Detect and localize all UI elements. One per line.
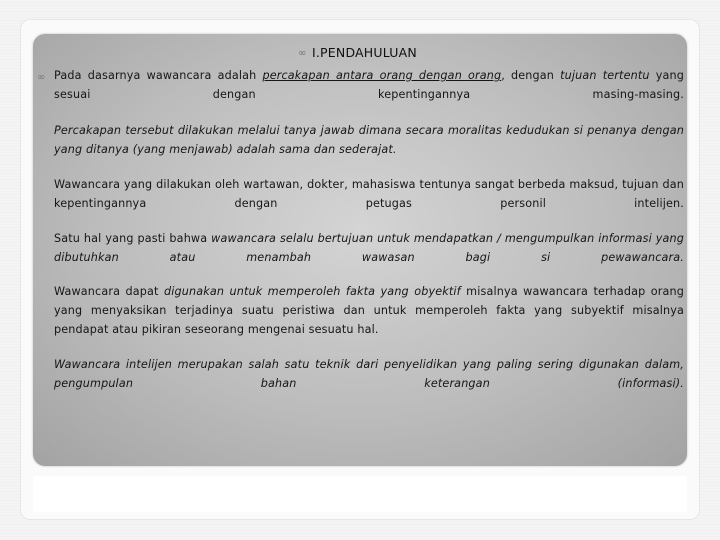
paragraph-5-text-c: misalnya wawancara terhadap orang yang menyaksikan terjadinya suatu peristiwa dan untuk memperoleh fakta yang subyektif misalnya pendapat atau pikiran seseorang mengenai sesuatu hal.	[54, 285, 684, 336]
slide-title: I.PENDAHULUAN	[312, 45, 417, 60]
paragraph-5-text-a: Wawancara dapat	[54, 285, 164, 298]
paragraph-6: Wawancara intelijen merupakan salah satu teknik dari penyelidikan yang paling sering digunakan dalam, pengumpulan bahan keterangan (informasi).	[54, 358, 684, 390]
paragraph-1-italic: tujuan tertentu	[560, 69, 650, 82]
paragraph-1-text-e: yang sesuai dengan kepentingannya masing-masing.	[54, 69, 684, 101]
paragraph-4-italic: wawancara selalu bertujuan untuk mendapatkan / mengumpulkan informasi yang dibutuhkan atau menambah wawasan bagi si pewawancara.	[54, 232, 685, 264]
paragraph-1	[54, 66, 684, 104]
paragraph-1-text-a: Pada dasarnya wawancara adalah	[54, 69, 263, 82]
paragraph-4	[54, 229, 684, 267]
paragraph-5-italic: digunakan untuk memperoleh fakta yang obyektif	[163, 285, 461, 298]
paragraph-2: Percakapan tersebut dilakukan melalui tanya jawab dimana secara moralitas kedudukan si penanya dengan yang ditanya (yang menjawab) adalah sama dan sederajat.	[54, 124, 684, 156]
bottom-strip	[33, 476, 687, 512]
bullet-glyph-icon: ∞	[298, 48, 307, 59]
paragraph-1-text-c: , dengan	[501, 69, 561, 82]
paragraph-1-underline: percakapan antara orang dengan orang	[262, 69, 502, 82]
bullet-glyph-icon: ∞	[37, 72, 46, 83]
paragraph-5	[54, 282, 684, 339]
paragraph-3: Wawancara yang dilakukan oleh wartawan, dokter, mahasiswa tentunya sangat berbeda maksud, tujuan dan kepentingannya dengan petugas personil intelijen.	[54, 178, 684, 210]
paragraph-4-text-a: Satu hal yang pasti bahwa	[54, 232, 212, 245]
